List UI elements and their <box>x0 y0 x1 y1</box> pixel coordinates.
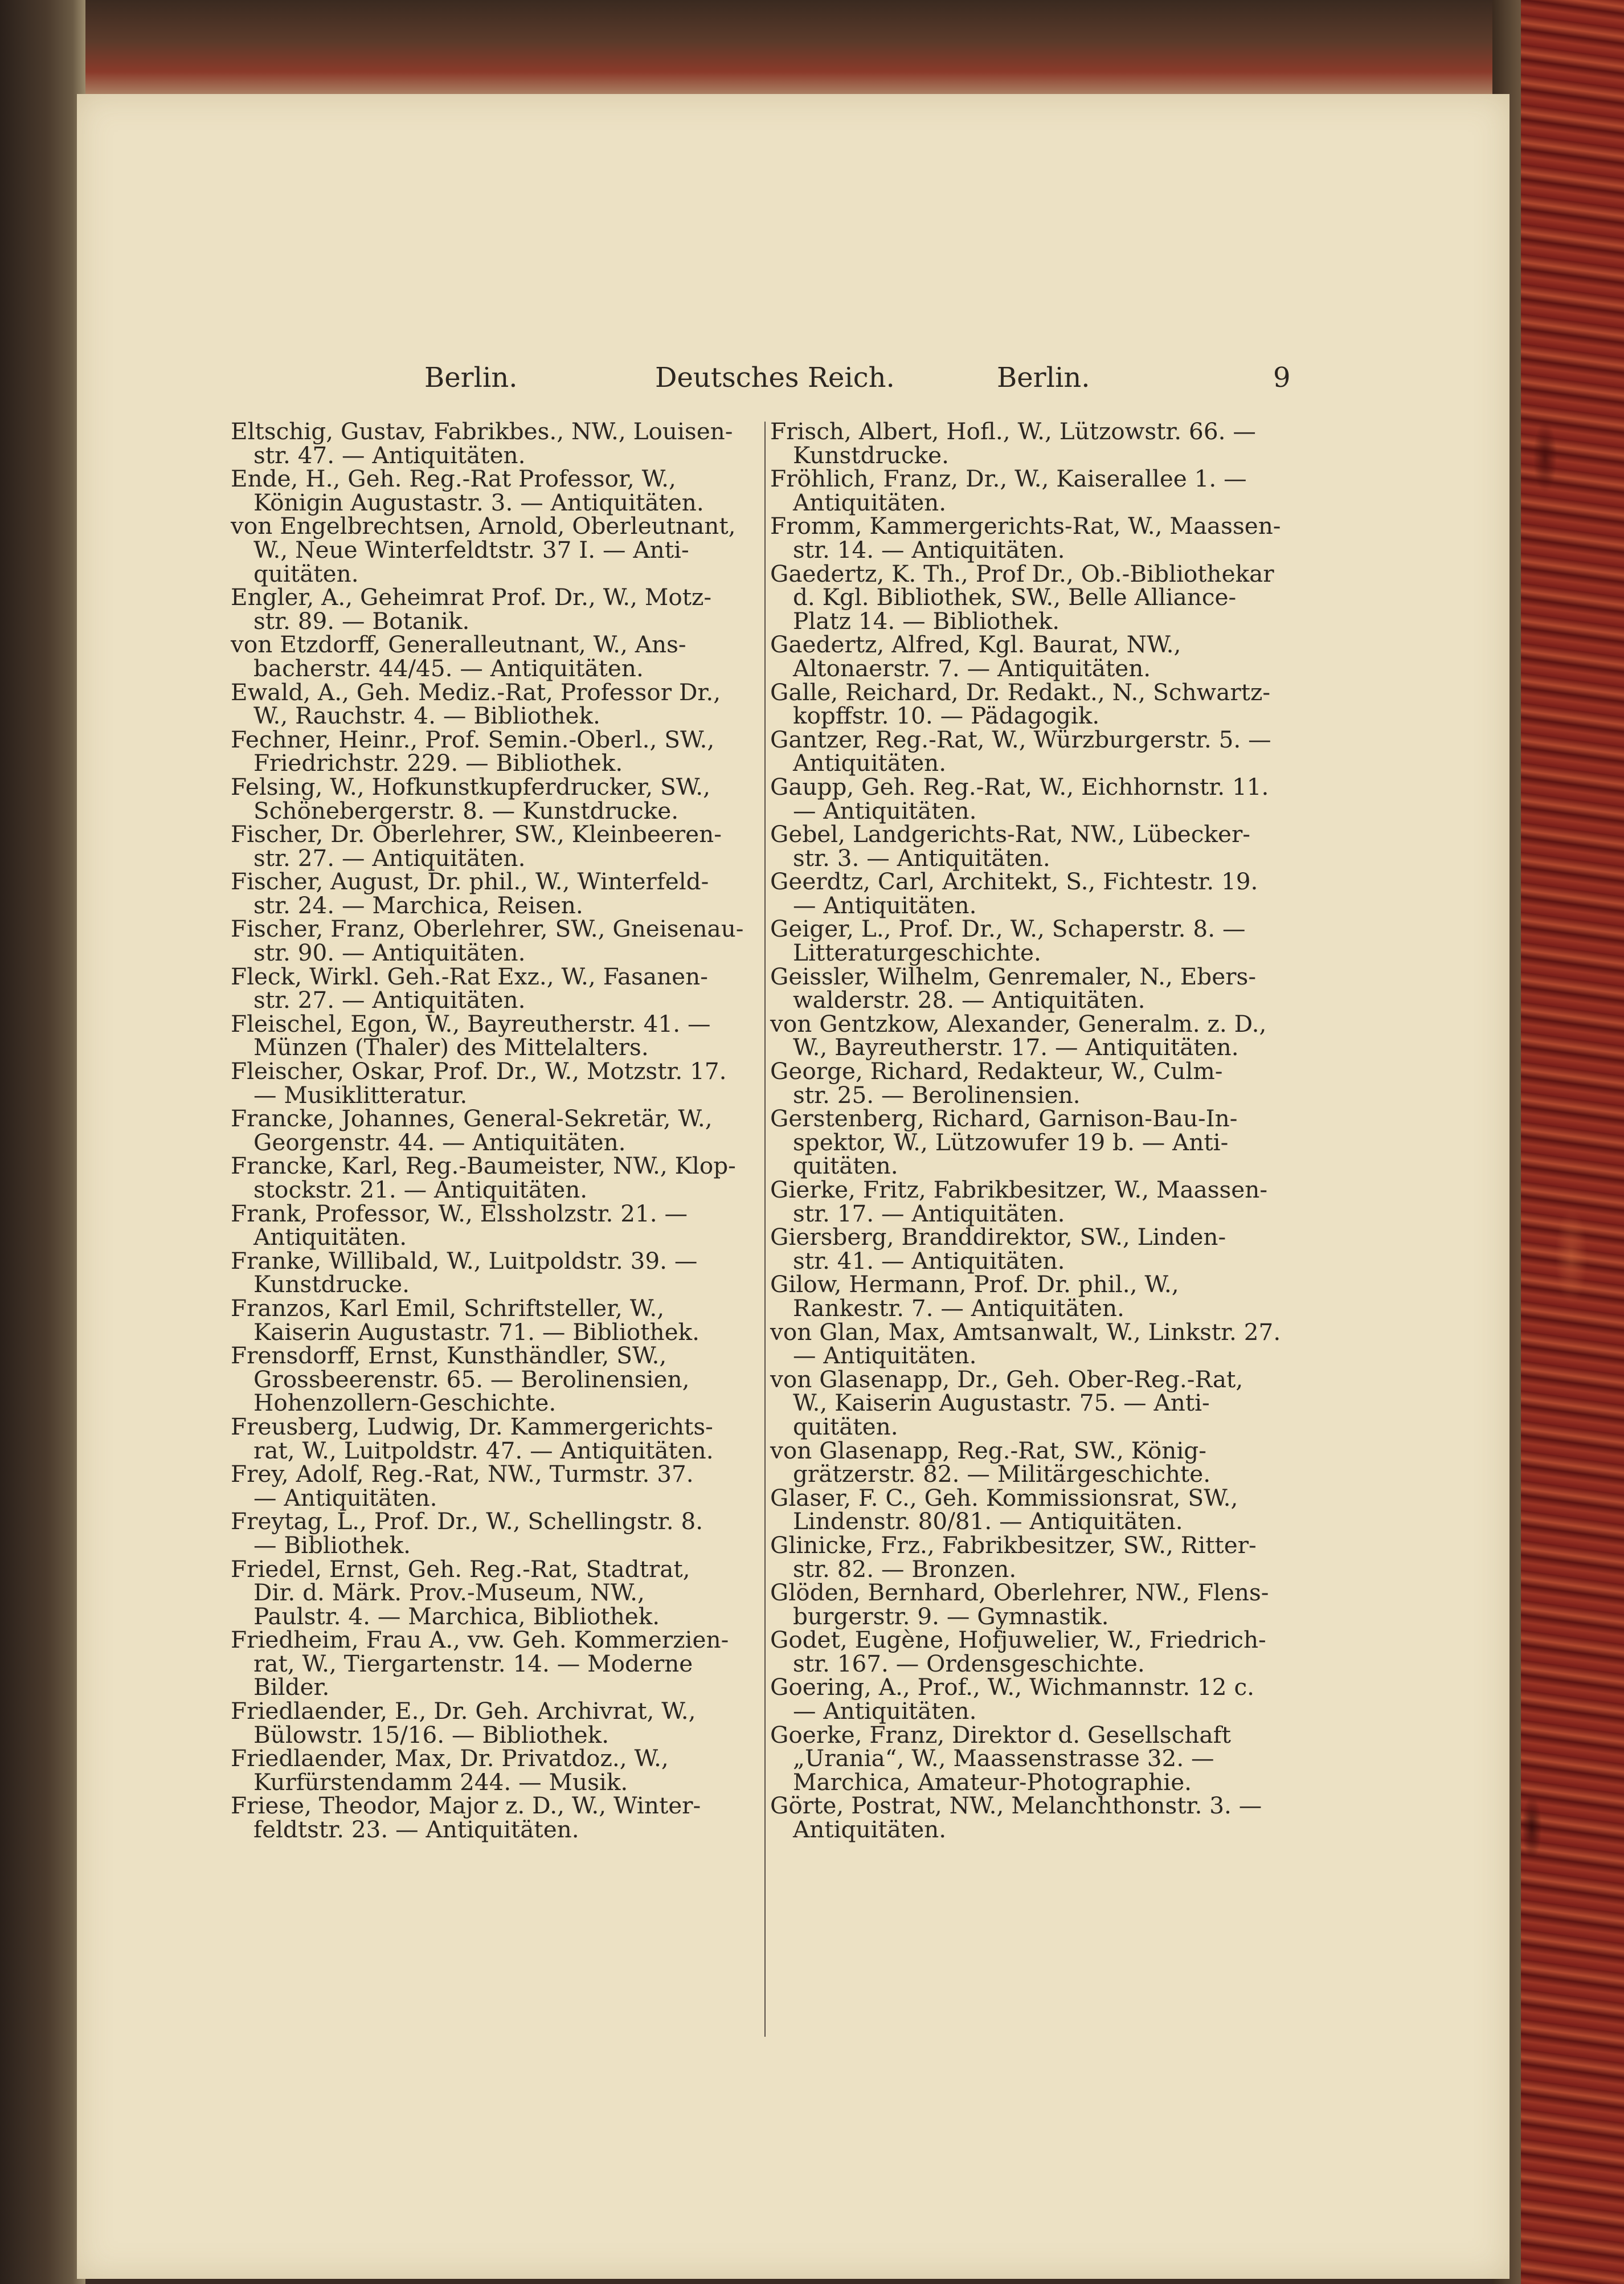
directory-entry: Fleischel, Egon, W., Bayreutherstr. 41. — Münzen (Thaler) des Mittelalters. <box>231 1010 711 1061</box>
directory-entry: Engler, A., Geheimrat Prof. Dr., W., Motz- str. 89. — Botanik. <box>231 583 712 635</box>
directory-entry: Fechner, Heinr., Prof. Semin.-Oberl., SW., Friedrichstr. 229. — Bibliothek. <box>231 725 715 777</box>
directory-entry: Godet, Eugène, Hofjuwelier, W., Friedrich- str. 167. — Ordensgeschichte. <box>770 1626 1266 1677</box>
directory-entry: Fleck, Wirkl. Geh.-Rat Exz., W., Fasanen- str. 27. — Antiquitäten. <box>231 962 708 1014</box>
directory-entry: Görte, Postrat, NW., Melanchthonstr. 3. — Antiquitäten. <box>770 1792 1262 1844</box>
directory-entry: Ewald, A., Geh. Mediz.-Rat, Professor Dr., W., Rauchstr. 4. — Bibliothek. <box>231 678 721 730</box>
book-spine-left <box>0 0 85 2284</box>
directory-entry: Fischer, August, Dr. phil., W., Winterfeld- str. 24. — Marchica, Reisen. <box>231 868 709 919</box>
directory-entry: Fischer, Dr. Oberlehrer, SW., Kleinbeeren- str. 27. — Antiquitäten. <box>231 820 722 872</box>
directory-entry: Fischer, Franz, Oberlehrer, SW., Gneisenau- str. 90. — Antiquitäten. <box>231 915 744 967</box>
directory-entry: Friedlaender, E., Dr. Geh. Archivrat, W., Bülowstr. 15/16. — Bibliothek. <box>231 1697 696 1748</box>
directory-entry: Frey, Adolf, Reg.-Rat, NW., Turmstr. 37. — Antiquitäten. <box>231 1460 694 1511</box>
directory-entry: Glöden, Bernhard, Oberlehrer, NW., Flens- burgerstr. 9. — Gymnastik. <box>770 1579 1269 1630</box>
header-right: Berlin. <box>997 362 1090 394</box>
directory-entry: Gerstenberg, Richard, Garnison-Bau-In- spektor, W., Lützowufer 19 b. — Anti- quitäten. <box>770 1105 1238 1180</box>
header-left: Berlin. <box>424 362 518 394</box>
book-page <box>77 94 1510 2279</box>
header-center: Deutsches Reich. <box>655 362 895 394</box>
directory-entry: Glaser, F. C., Geh. Kommissionsrat, SW., Lindenstr. 80/81. — Antiquitäten. <box>770 1484 1238 1535</box>
column-divider <box>764 422 766 2037</box>
directory-entry: Francke, Karl, Reg.-Baumeister, NW., Klop- stockstr. 21. — Antiquitäten. <box>231 1152 736 1203</box>
directory-entry: Gilow, Hermann, Prof. Dr. phil., W., Rankestr. 7. — Antiquitäten. <box>770 1270 1179 1322</box>
directory-entry: Gaupp, Geh. Reg.-Rat, W., Eichhornstr. 11. — Antiquitäten. <box>770 773 1269 824</box>
directory-entry: Friese, Theodor, Major z. D., W., Winter- feldtstr. 23. — Antiquitäten. <box>231 1792 701 1844</box>
directory-entry: Frank, Professor, W., Elssholzstr. 21. — Antiquitäten. <box>231 1199 688 1251</box>
left-column <box>231 420 752 1842</box>
book-cover-top <box>0 0 1624 103</box>
directory-entry: Friedlaender, Max, Dr. Privatdoz., W., Kurfürstendamm 244. — Musik. <box>231 1744 669 1796</box>
directory-entry: Galle, Reichard, Dr. Redakt., N., Schwartz- kopffstr. 10. — Pädagogik. <box>770 678 1271 730</box>
directory-entry: Eltschig, Gustav, Fabrikbes., NW., Louisen- str. 47. — Antiquitäten. <box>231 418 733 469</box>
directory-entry: Friedheim, Frau A., vw. Geh. Kommerzien- rat, W., Tiergartenstr. 14. — Moderne Bilder. <box>231 1626 729 1701</box>
directory-entry: von Gentzkow, Alexander, Generalm. z. D., W., Bayreutherstr. 17. — Antiquitäten. <box>770 1010 1267 1061</box>
directory-entry: Friedel, Ernst, Geh. Reg.-Rat, Stadtrat, Dir. d. Märk. Prov.-Museum, NW., Paulstr. 4. — Marchica, Bibliothek. <box>231 1555 690 1630</box>
marbled-edge-right <box>1492 0 1624 2284</box>
running-header <box>77 362 1510 407</box>
directory-entry: Frisch, Albert, Hofl., W., Lützowstr. 66. — Kunstdrucke. <box>770 418 1256 469</box>
directory-entry: Goerke, Franz, Direktor d. Gesellschaft „Urania“, W., Maassenstrasse 32. — Marchica, Amateur-Photographie. <box>770 1721 1231 1796</box>
directory-entry: Franke, Willibald, W., Luitpoldstr. 39. — Kunstdrucke. <box>231 1247 698 1298</box>
directory-entry: Felsing, W., Hofkunstkupferdrucker, SW., Schönebergerstr. 8. — Kunstdrucke. <box>231 773 711 824</box>
directory-entry: von Glan, Max, Amtsanwalt, W., Linkstr. 27. — Antiquitäten. <box>770 1318 1281 1370</box>
directory-entry: von Engelbrechtsen, Arnold, Oberleutnant, W., Neue Winterfeldtstr. 37 I. — Anti- quitäten. <box>231 512 736 587</box>
directory-entry: Freytag, L., Prof. Dr., W., Schellingstr. 8. — Bibliothek. <box>231 1507 703 1559</box>
directory-entry: George, Richard, Redakteur, W., Culm- str. 25. — Berolinensien. <box>770 1057 1223 1109</box>
directory-entry: Gebel, Landgerichts-Rat, NW., Lübecker- str. 3. — Antiquitäten. <box>770 820 1250 872</box>
directory-entry: Giersberg, Branddirektor, SW., Linden- str. 41. — Antiquitäten. <box>770 1223 1226 1274</box>
directory-entry: von Glasenapp, Dr., Geh. Ober-Reg.-Rat, W., Kaiserin Augustastr. 75. — Anti- quitäten. <box>770 1365 1243 1440</box>
directory-entry: Fröhlich, Franz, Dr., W., Kaiserallee 1. — Antiquitäten. <box>770 465 1247 516</box>
directory-entry: Gierke, Fritz, Fabrikbesitzer, W., Maassen- str. 17. — Antiquitäten. <box>770 1176 1268 1227</box>
directory-entry: Fleischer, Oskar, Prof. Dr., W., Motzstr. 17. — Musiklitteratur. <box>231 1057 727 1109</box>
directory-entry: Freusberg, Ludwig, Dr. Kammergerichts- rat, W., Luitpoldstr. 47. — Antiquitäten. <box>231 1412 714 1464</box>
directory-entry: Ende, H., Geh. Reg.-Rat Professor, W., Königin Augustastr. 3. — Antiquitäten. <box>231 465 704 516</box>
directory-entry: von Etzdorff, Generalleutnant, W., Ans- bacherstr. 44/45. — Antiquitäten. <box>231 631 686 682</box>
directory-entry: von Glasenapp, Reg.-Rat, SW., König- grätzerstr. 82. — Militärgeschichte. <box>770 1436 1211 1488</box>
directory-entry: Francke, Johannes, General-Sekretär, W., Georgenstr. 44. — Antiquitäten. <box>231 1105 713 1156</box>
page-number: 9 <box>1273 362 1291 394</box>
directory-entry: Fromm, Kammergerichts-Rat, W., Maassen- str. 14. — Antiquitäten. <box>770 512 1281 563</box>
directory-entry: Gaedertz, Alfred, Kgl. Baurat, NW., Altonaerstr. 7. — Antiquitäten. <box>770 631 1181 682</box>
directory-entry: Gaedertz, K. Th., Prof Dr., Ob.-Bibliothekar d. Kgl. Bibliothek, SW., Belle Alliance- Platz 14. — Bibliothek. <box>770 559 1274 635</box>
directory-entry: Geissler, Wilhelm, Genremaler, N., Ebers- walderstr. 28. — Antiquitäten. <box>770 962 1257 1014</box>
directory-entry: Goering, A., Prof., W., Wichmannstr. 12 c. — Antiquitäten. <box>770 1673 1255 1725</box>
right-column <box>770 420 1291 1842</box>
directory-entry: Frensdorff, Ernst, Kunsthändler, SW., Grossbeerenstr. 65. — Berolinensien, Hohenzollern-Geschichte. <box>231 1342 690 1417</box>
directory-entry: Geerdtz, Carl, Architekt, S., Fichtestr. 19. — Antiquitäten. <box>770 868 1258 919</box>
directory-entry: Franzos, Karl Emil, Schriftsteller, W., Kaiserin Augustastr. 71. — Bibliothek. <box>231 1294 699 1346</box>
directory-entry: Glinicke, Frz., Fabrikbesitzer, SW., Ritter- str. 82. — Bronzen. <box>770 1531 1257 1583</box>
directory-entry: Geiger, L., Prof. Dr., W., Schaperstr. 8. — Litteraturgeschichte. <box>770 915 1246 967</box>
directory-entry: Gantzer, Reg.-Rat, W., Würzburgerstr. 5. — Antiquitäten. <box>770 725 1271 777</box>
